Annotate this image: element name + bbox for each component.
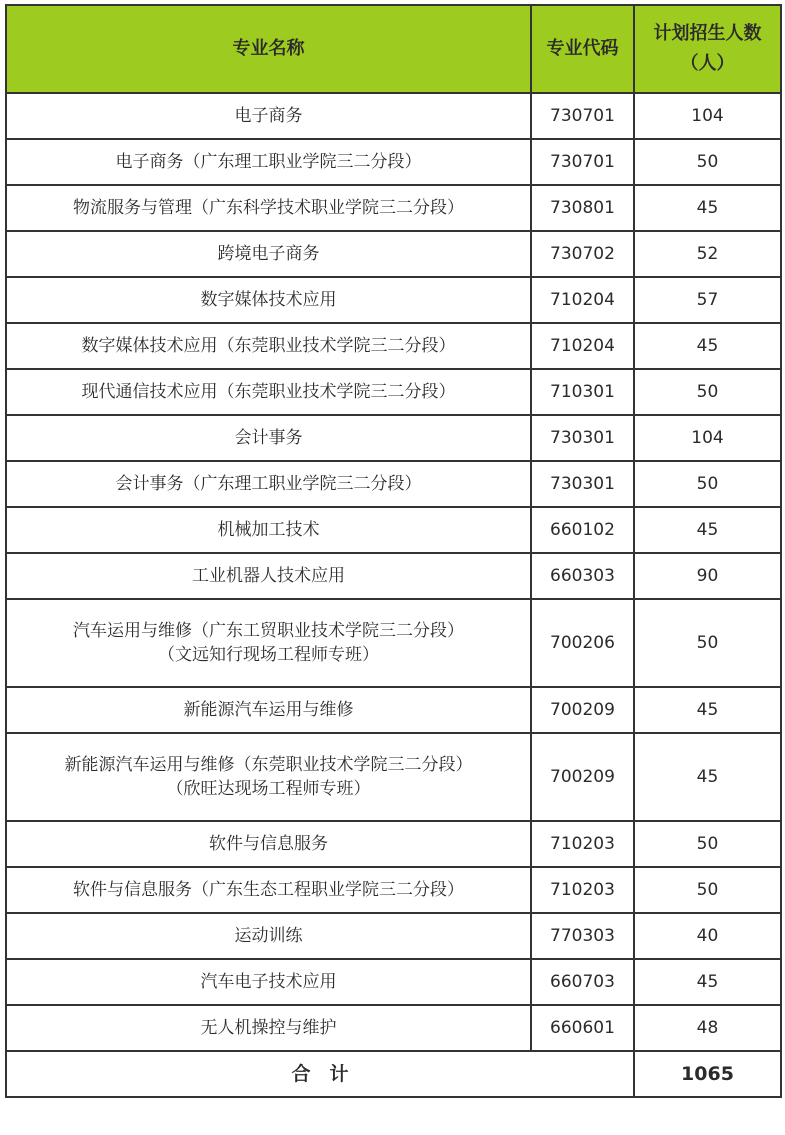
major-name: 电子商务（广东理工职业学院三二分段）: [115, 152, 422, 172]
major-name: 会计事务（广东理工职业学院三二分段）: [115, 474, 422, 494]
major-name: 数字媒体技术应用: [200, 290, 337, 310]
header-planned-count-line2: （人）: [680, 53, 735, 74]
major-code: 700209: [531, 733, 634, 821]
table-row: [6, 369, 781, 415]
major-name-cell: [6, 687, 531, 733]
planned-count: 45: [634, 959, 781, 1005]
planned-count: 90: [634, 553, 781, 599]
major-name: 汽车电子技术应用: [200, 972, 337, 992]
major-name-cell: [6, 1005, 531, 1051]
major-name: 物流服务与管理（广东科学技术职业学院三二分段）: [73, 198, 464, 218]
major-name: 跨境电子商务: [217, 244, 320, 264]
table-row: [6, 1005, 781, 1051]
major-name-cell: [6, 821, 531, 867]
major-name-cell: [6, 733, 531, 821]
header-planned-count-line1: 计划招生人数: [653, 23, 762, 44]
major-name-cell: [6, 185, 531, 231]
major-name-cell: [6, 369, 531, 415]
major-code: 660703: [531, 959, 634, 1005]
major-name-cell: [6, 93, 531, 139]
table-row: [6, 93, 781, 139]
major-name: 新能源汽车运用与维修: [183, 700, 354, 720]
enrollment-table: [5, 4, 782, 1098]
major-name-cell: [6, 599, 531, 687]
major-name: 电子商务: [234, 106, 303, 126]
planned-count: 50: [634, 867, 781, 913]
major-code: 660601: [531, 1005, 634, 1051]
major-code: 710204: [531, 323, 634, 369]
total-row: [6, 1051, 781, 1097]
table-row: [6, 415, 781, 461]
planned-count: 52: [634, 231, 781, 277]
major-name-cell: [6, 231, 531, 277]
major-name: 新能源汽车运用与维修（东莞职业技术学院三二分段）: [64, 755, 473, 775]
planned-count: 50: [634, 599, 781, 687]
major-name-note: （欣旺达现场工程师专班）: [166, 779, 371, 799]
major-name-note: （文远知行现场工程师专班）: [158, 645, 379, 665]
major-name: 机械加工技术: [217, 520, 320, 540]
planned-count: 45: [634, 507, 781, 553]
major-name-cell: [6, 867, 531, 913]
header-major-name: 专业名称: [6, 5, 531, 93]
major-code: 710204: [531, 277, 634, 323]
major-code: 730301: [531, 461, 634, 507]
planned-count: 48: [634, 1005, 781, 1051]
major-code: 700209: [531, 687, 634, 733]
table-row: [6, 959, 781, 1005]
planned-count: 45: [634, 185, 781, 231]
major-name-cell: [6, 323, 531, 369]
planned-count: 45: [634, 733, 781, 821]
planned-count: 45: [634, 687, 781, 733]
table-row: [6, 867, 781, 913]
table-row: [6, 913, 781, 959]
major-code: 700206: [531, 599, 634, 687]
planned-count: 57: [634, 277, 781, 323]
table-row: [6, 323, 781, 369]
major-name: 软件与信息服务（广东生态工程职业学院三二分段）: [73, 880, 464, 900]
major-code: 660303: [531, 553, 634, 599]
major-name: 无人机操控与维护: [200, 1018, 337, 1038]
major-code: 770303: [531, 913, 634, 959]
total-count: 1065: [634, 1051, 781, 1097]
major-name: 工业机器人技术应用: [192, 566, 345, 586]
major-code: 660102: [531, 507, 634, 553]
planned-count: 40: [634, 913, 781, 959]
table-row: [6, 733, 781, 821]
planned-count: 104: [634, 93, 781, 139]
major-code: 710203: [531, 821, 634, 867]
major-name-cell: [6, 277, 531, 323]
table-row: [6, 821, 781, 867]
major-name-cell: [6, 553, 531, 599]
header-major-code: 专业代码: [531, 5, 634, 93]
table-row: [6, 231, 781, 277]
major-name: 现代通信技术应用（东莞职业技术学院三二分段）: [81, 382, 456, 402]
major-code: 730801: [531, 185, 634, 231]
major-code: 730701: [531, 93, 634, 139]
planned-count: 50: [634, 461, 781, 507]
major-code: 730701: [531, 139, 634, 185]
total-label: 合 计: [6, 1051, 634, 1097]
major-name: 汽车运用与维修（广东工贸职业技术学院三二分段）: [73, 621, 464, 641]
table-row: [6, 139, 781, 185]
header-row: [6, 5, 781, 93]
table-row: [6, 599, 781, 687]
table-row: [6, 507, 781, 553]
major-code: 730301: [531, 415, 634, 461]
table-row: [6, 461, 781, 507]
planned-count: 50: [634, 369, 781, 415]
major-name-cell: [6, 959, 531, 1005]
header-planned-count: [634, 5, 781, 93]
major-name: 软件与信息服务: [209, 834, 328, 854]
major-name: 运动训练: [234, 926, 303, 946]
major-name: 会计事务: [234, 428, 303, 448]
major-name-cell: [6, 415, 531, 461]
table-row: [6, 553, 781, 599]
major-name-cell: [6, 461, 531, 507]
table-row: [6, 185, 781, 231]
planned-count: 50: [634, 139, 781, 185]
major-name: 数字媒体技术应用（东莞职业技术学院三二分段）: [81, 336, 456, 356]
major-code: 730702: [531, 231, 634, 277]
planned-count: 50: [634, 821, 781, 867]
major-name-cell: [6, 913, 531, 959]
major-name-cell: [6, 507, 531, 553]
table-row: [6, 687, 781, 733]
planned-count: 45: [634, 323, 781, 369]
major-code: 710203: [531, 867, 634, 913]
major-name-cell: [6, 139, 531, 185]
major-code: 710301: [531, 369, 634, 415]
table-row: [6, 277, 781, 323]
planned-count: 104: [634, 415, 781, 461]
